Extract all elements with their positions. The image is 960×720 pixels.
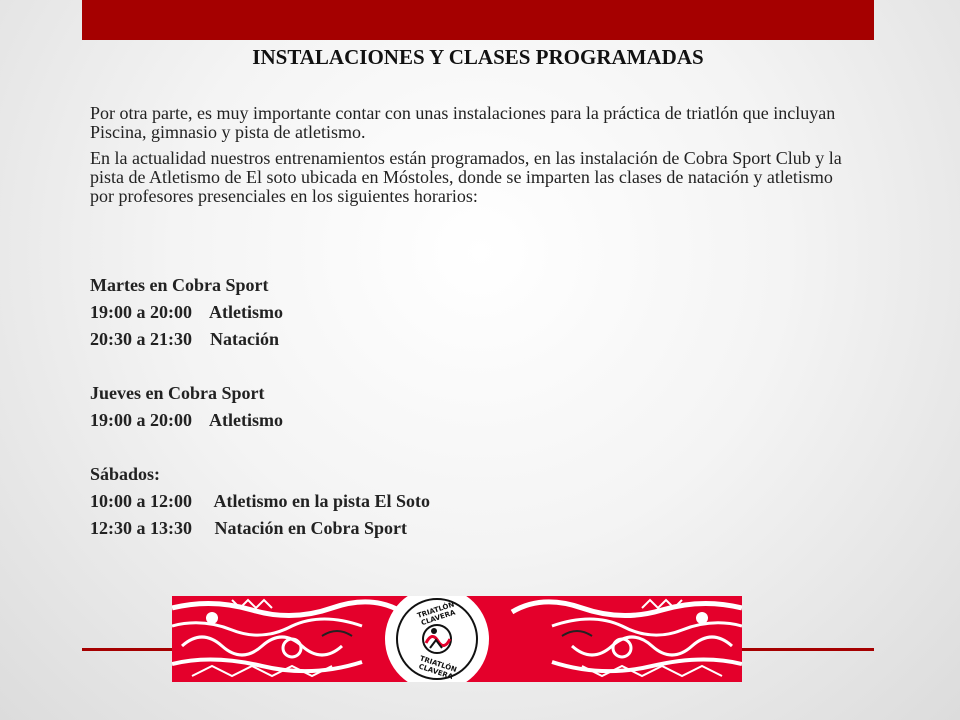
logo-text-bottom: TRIATLÓN CLAVERA: [417, 654, 458, 682]
schedule-line: 19:00 a 20:00 Atletismo: [90, 410, 283, 430]
schedule-heading-saturday: Sábados:: [90, 464, 161, 484]
logo-text-top: TRIATLÓN CLAVERA: [416, 600, 457, 628]
schedule: [90, 272, 790, 542]
schedule-line: 10:00 a 12:00 Atletismo en la pista El Soto: [90, 491, 430, 511]
paragraph-schedule-intro: En la actualidad nuestros entrenamientos están programados, en las instalación de Cobra Sport Club y la pista de Atletismo de El soto ubicada en Móstoles, donde se imparten las clases de natación y atletismo por profesores presenciales en los siguientes horarios:: [90, 148, 842, 206]
top-accent-bar: [82, 0, 874, 40]
paragraph-facilities: Por otra parte, es muy importante contar con unas instalaciones para la práctica de triatlón que incluyan Piscina, gimnasio y pista de atletismo.: [90, 103, 836, 142]
intro-text: [90, 104, 850, 213]
schedule-heading-thursday: Jueves en Cobra Sport: [90, 383, 265, 403]
schedule-line: 20:30 a 21:30 Natación: [90, 329, 279, 349]
schedule-heading-tuesday: Martes en Cobra Sport: [90, 275, 269, 295]
schedule-line: 12:30 a 13:30 Natación en Cobra Sport: [90, 518, 407, 538]
schedule-line: 19:00 a 20:00 Atletismo: [90, 302, 283, 322]
slide-title: INSTALACIONES Y CLASES PROGRAMADAS: [252, 45, 704, 69]
club-banner: [172, 596, 742, 682]
